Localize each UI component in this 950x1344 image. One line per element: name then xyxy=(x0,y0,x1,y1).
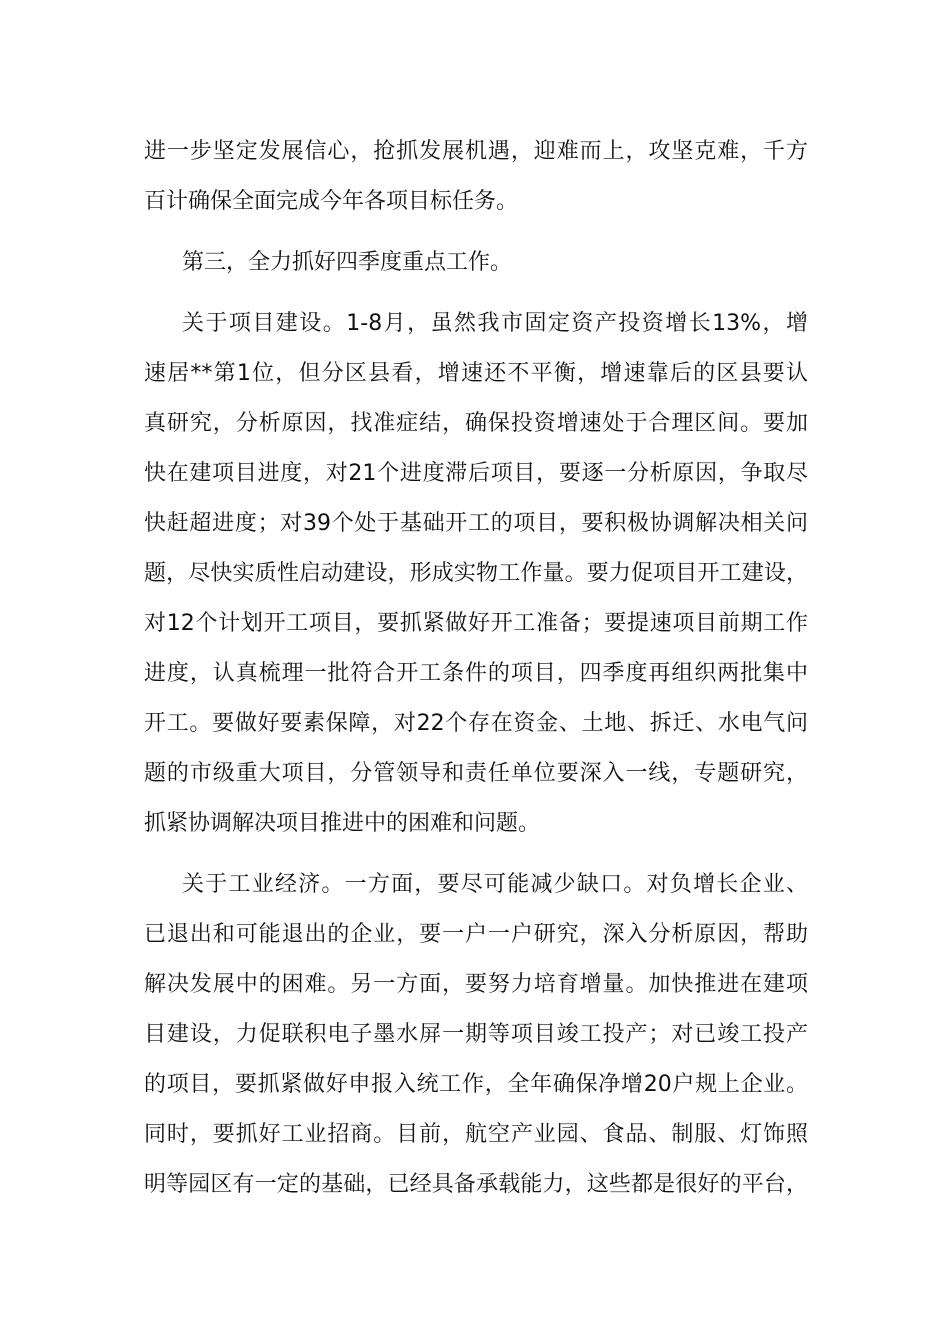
text-line: 解决发展中的困难。另一方面，要努力培育增量。加快推进在建项 xyxy=(144,972,808,997)
document-body xyxy=(144,127,808,1210)
text-line: 快在建项目进度，对21个进度滞后项目，要逐一分析原因，争取尽 xyxy=(144,461,808,486)
text-line: 的项目，要抓紧做好申报入统工作，全年确保净增20户规上企业。 xyxy=(144,1072,808,1097)
text-line: 同时，要抓好工业招商。目前，航空产业园、食品、制服、灯饰照 xyxy=(144,1122,808,1147)
text-line: 百计确保全面完成今年各项目标任务。 xyxy=(144,189,519,214)
text-line: 快赶超进度；对39个处于基础开工的项目，要积极协调解决相关问 xyxy=(144,511,808,536)
text-line: 关于项目建设。1-8月，虽然我市固定资产投资增长13%，增 xyxy=(182,311,808,336)
text-line: 明等园区有一定的基础，已经具备承载能力，这些都是很好的平台， xyxy=(144,1172,808,1197)
text-line: 开工。要做好要素保障，对22个存在资金、土地、拆迁、水电气问 xyxy=(144,711,808,736)
text-line: 抓紧协调解决项目推进中的困难和问题。 xyxy=(144,811,541,836)
text-line: 对12个计划开工项目，要抓紧做好开工准备；要提速项目前期工作 xyxy=(144,611,808,636)
paragraph-industrial-economy xyxy=(144,860,808,1210)
text-line: 已退出和可能退出的企业，要一户一户研究，深入分析原因，帮助 xyxy=(144,922,808,947)
text-line: 题，尽快实质性启动建设，形成实物工作量。要力促项目开工建设， xyxy=(144,561,808,586)
text-line: 目建设，力促联积电子墨水屏一期等项目竣工投产；对已竣工投产 xyxy=(144,1022,808,1047)
text-line: 真研究，分析原因，找准症结，确保投资增速处于合理区间。要加 xyxy=(144,411,808,436)
text-line: 关于工业经济。一方面，要尽可能减少缺口。对负增长企业、 xyxy=(182,872,808,897)
text-line: 进一步坚定发展信心，抢抓发展机遇，迎难而上，攻坚克难，千方 xyxy=(144,139,808,164)
text-line: 速居**第1位，但分区县看，增速还不平衡，增速靠后的区县要认 xyxy=(144,361,808,386)
section-heading: 第三，全力抓好四季度重点工作。 xyxy=(182,250,513,275)
paragraph-continued xyxy=(144,127,808,227)
paragraph-project-construction xyxy=(144,299,808,849)
paragraph-heading xyxy=(144,238,808,288)
text-line: 题的市级重大项目，分管领导和责任单位要深入一线，专题研究， xyxy=(144,761,808,786)
text-line: 进度，认真梳理一批符合开工条件的项目，四季度再组织两批集中 xyxy=(144,661,808,686)
